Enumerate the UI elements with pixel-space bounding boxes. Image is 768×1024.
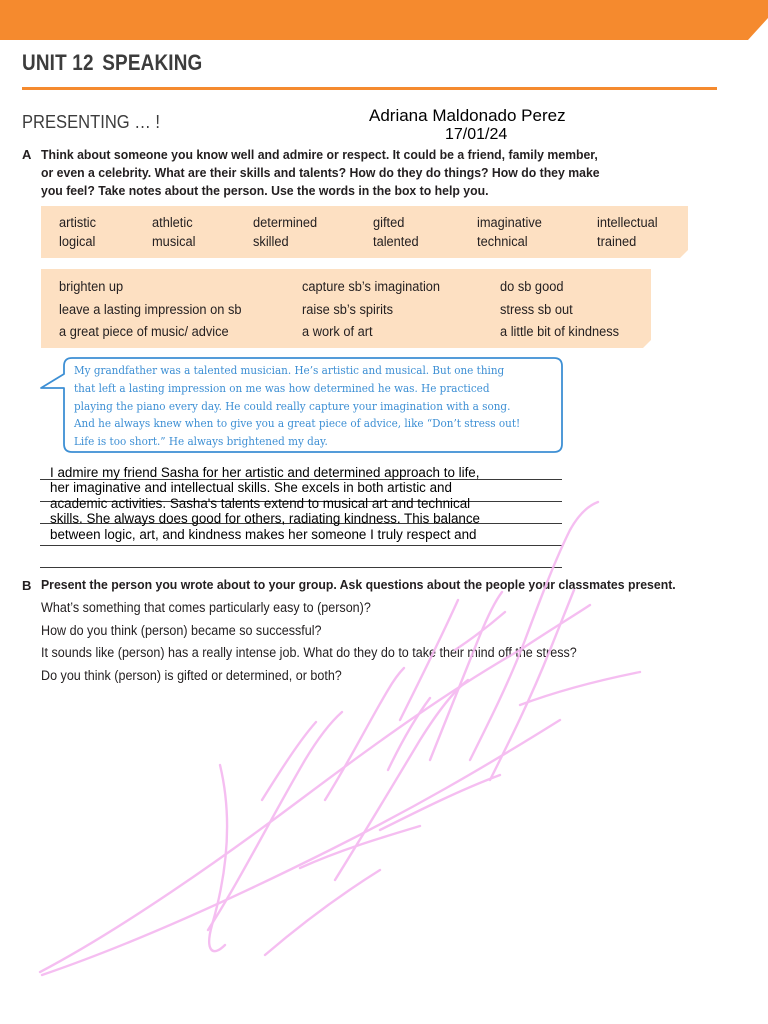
question-item: How do you think (person) became so successful? bbox=[41, 623, 322, 638]
phrase-item: capture sb’s imagination bbox=[302, 279, 441, 294]
example-line: And he always knew when to give you a great piece of advice, like “Don’t stress out! bbox=[74, 417, 521, 431]
word-item: musical bbox=[152, 234, 196, 249]
handwritten-signature bbox=[0, 480, 768, 1024]
section-a-instruction bbox=[41, 146, 673, 200]
word-item: artistic bbox=[59, 215, 97, 230]
phrase-item: leave a lasting impression on sb bbox=[59, 302, 242, 317]
word-item: intellectual bbox=[597, 215, 658, 230]
phrase-item: stress sb out bbox=[500, 302, 573, 317]
phrase-item: raise sb’s spirits bbox=[302, 302, 393, 317]
phrase-item: brighten up bbox=[59, 279, 124, 294]
word-item: trained bbox=[597, 234, 637, 249]
question-item: Do you think (person) is gifted or determined, or both? bbox=[41, 668, 342, 683]
phrase-item: a little bit of kindness bbox=[500, 324, 620, 339]
phrase-item: a work of art bbox=[302, 324, 373, 339]
adjective-word-box bbox=[41, 206, 688, 258]
student-answer bbox=[50, 465, 570, 542]
question-item: What’s something that comes particularly easy to (person)? bbox=[41, 600, 371, 615]
unit-topic: SPEAKING bbox=[102, 50, 203, 75]
unit-number: UNIT 12 bbox=[22, 50, 94, 75]
example-line: My grandfather was a talented musician. He’s artistic and musical. But one thing bbox=[74, 364, 505, 377]
word-item: athletic bbox=[152, 215, 193, 230]
answer-line bbox=[40, 545, 562, 546]
unit-title bbox=[22, 50, 202, 76]
section-a-letter: A bbox=[22, 147, 32, 162]
instruction-line: or even a celebrity. What are their skills and talents? How do they do things? How do they make bbox=[41, 165, 600, 180]
example-line: Life is too short.” He always brightened my day. bbox=[74, 435, 328, 449]
example-paragraph bbox=[74, 362, 564, 451]
answer-text-line: I admire my friend Sasha for her artistic and determined approach to life, bbox=[50, 465, 480, 480]
question-item: It sounds like (person) has a really intense job. What do they do to take their mind off the stress? bbox=[41, 645, 577, 660]
section-b-instruction: Present the person you wrote about to your group. Ask questions about the people your classmates present. bbox=[41, 577, 676, 592]
word-item: logical bbox=[59, 234, 96, 249]
instruction-line: you feel? Take notes about the person. Use the words in the box to help you. bbox=[41, 183, 489, 198]
phrase-item: a great piece of music/ advice bbox=[59, 324, 229, 339]
section-b-letter: B bbox=[22, 578, 32, 593]
answer-text-line: skills. She always does good for others, radiating kindness. This balance bbox=[50, 511, 480, 527]
instruction-line: Think about someone you know well and admire or respect. It could be a friend, family member, bbox=[41, 147, 598, 162]
answer-text-line: between logic, art, and kindness makes her someone I truly respect and bbox=[50, 526, 477, 542]
word-item: technical bbox=[477, 234, 528, 249]
word-item: gifted bbox=[373, 215, 405, 230]
student-name: Adriana Maldonado Perez bbox=[369, 106, 566, 125]
word-item: skilled bbox=[253, 234, 289, 249]
phrase-item: do sb good bbox=[500, 279, 564, 294]
word-item: determined bbox=[253, 215, 318, 230]
title-divider bbox=[22, 87, 717, 90]
answer-text-line: academic activities. Sasha's talents extend to musical art and technical bbox=[50, 495, 471, 511]
top-orange-banner bbox=[0, 0, 768, 40]
student-date: 17/01/24 bbox=[445, 126, 508, 143]
example-line: that left a lasting impression on me was how determined he was. He practiced bbox=[74, 381, 490, 395]
section-title: PRESENTING … ! bbox=[22, 112, 161, 132]
example-line: playing the piano every day. He could really capture your imagination with a song. bbox=[74, 399, 511, 413]
word-item: talented bbox=[373, 234, 419, 249]
answer-line bbox=[40, 567, 562, 568]
word-item: imaginative bbox=[477, 215, 542, 230]
answer-text-line: her imaginative and intellectual skills. She excels in both artistic and bbox=[50, 480, 452, 496]
